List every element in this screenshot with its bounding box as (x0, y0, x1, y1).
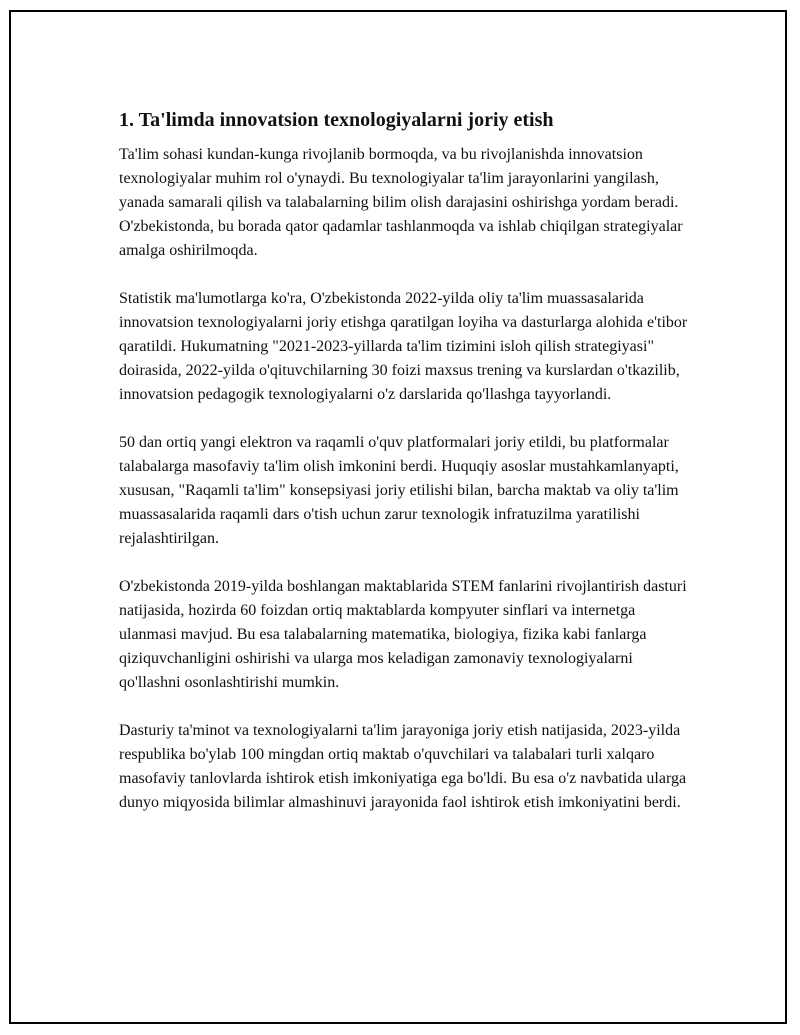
paragraph-4: O'zbekistonda 2019-yilda boshlangan maktablarida STEM fanlarini rivojlantirish dasturi natijasida, hozirda 60 foizdan ortiq maktablarda kompyuter sinflari va internetga ulanmasi mavjud. Bu esa talabalarning matematika, biologiya, fizika kabi fanlarga qiziquvchanligini oshirishi va ularga mos keladigan zamonaviy texnologiyalarni qo'llashni osonlashtirishi mumkin. (119, 578, 687, 691)
paragraph-1: Ta'lim sohasi kundan-kunga rivojlanib bormoqda, va bu rivojlanishda innovatsion texnologiyalar muhim rol o'ynaydi. Bu texnologiyalar ta'lim jarayonlarini yangilash, yanada samarali qilish va talabalarning bilim olish darajasini oshirishga yordam beradi. O'zbekistonda, bu borada qator qadamlar tashlanmoqda va ishlab chiqilgan strategiyalar amalga oshirilmoqda. (119, 146, 683, 259)
document-content (119, 107, 697, 839)
paragraph-3: 50 dan ortiq yangi elektron va raqamli o'quv platformalari joriy etildi, bu platformalar talabalarga masofaviy ta'lim olish imkonini berdi. Huquqiy asoslar mustahkamlanyapti, xususan, "Raqamli ta'lim" konsepsiyasi joriy etilishi bilan, barcha maktab va oliy ta'lim muassasalarida raqamli dars o'tish uchun zarur texnologik infratuzilma yaratilishi rejalashtirilgan. (119, 434, 679, 547)
paragraph-2: Statistik ma'lumotlarga ko'ra, O'zbekistonda 2022-yilda oliy ta'lim muassasalarida innovatsion texnologiyalarni joriy etishga qaratilgan loyiha va dasturlarga alohida e'tibor qaratildi. Hukumatning "2021-2023-yillarda ta'lim tizimini isloh qilish strategiyasi" doirasida, 2022-yilda o'qituvchilarning 30 foizi maxsus trening va kurslardan o'tkazilib, innovatsion pedagogik texnologiyalarni o'z darslarida qo'llashga tayyorlandi. (119, 290, 688, 403)
section-heading: 1. Ta'limda innovatsion texnologiyalarni joriy etish (119, 109, 554, 131)
paragraph-5: Dasturiy ta'minot va texnologiyalarni ta'lim jarayoniga joriy etish natijasida, 2023-yilda respublika bo'ylab 100 mingdan ortiq maktab o'quvchilari va talabalari turli xalqaro masofaviy tanlovlarda ishtirok etish imkoniyatiga ega bo'ldi. Bu esa o'z navbatida ularga dunyo miqyosida bilimlar almashinuvi jarayonida faol ishtirok etish imkoniyatini berdi. (119, 722, 687, 811)
page-frame (9, 10, 787, 1024)
